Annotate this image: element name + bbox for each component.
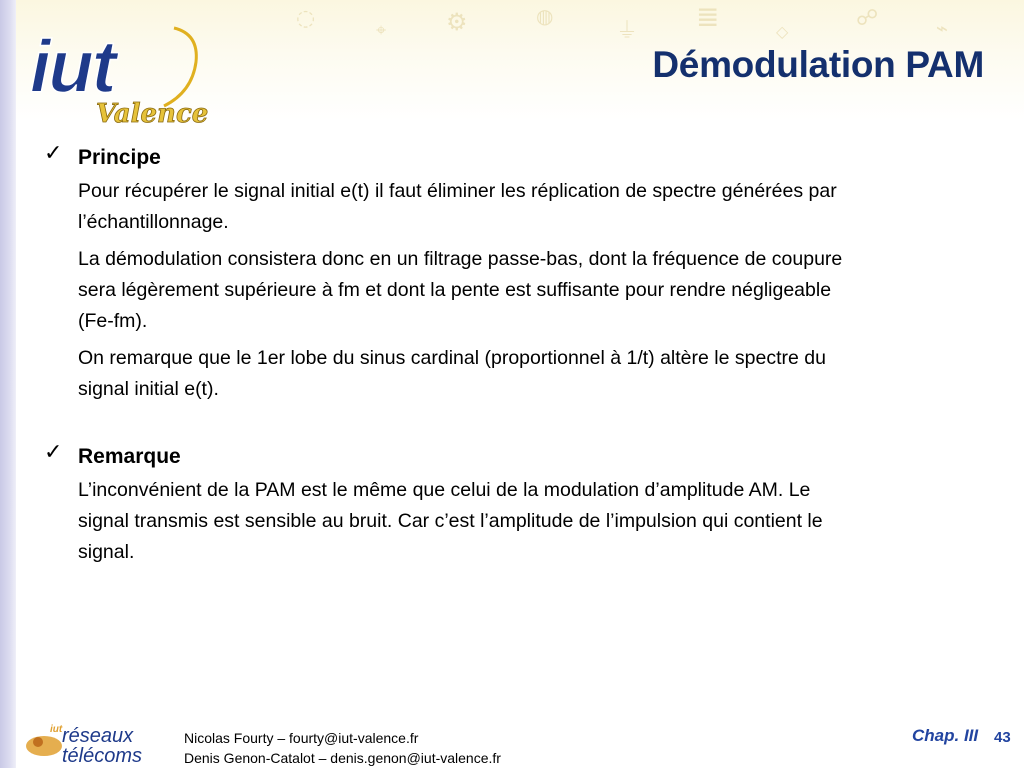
slide-content — [44, 140, 1004, 574]
footer-author-2: Denis Genon-Catalot – denis.genon@iut-valence.fr — [184, 750, 501, 766]
logo-text: iut — [30, 25, 115, 108]
reseaux-telecoms-logo — [22, 718, 176, 766]
iut-valence-logo — [24, 14, 224, 130]
footer-logo-line2: télécoms — [62, 745, 143, 766]
paragraph-line: (Fe-fm). — [78, 310, 148, 332]
decor-glyph: ◇ — [776, 22, 789, 41]
paragraph-line: l’échantillonnage. — [78, 211, 229, 233]
paragraph-line: signal initial e(t). — [78, 378, 219, 400]
paragraph-line: L’inconvénient de la PAM est le même que celui de la modulation d’amplitude AM. Le — [78, 479, 811, 501]
paragraph-line: signal. — [78, 541, 135, 563]
decor-glyph: ⏚ — [616, 19, 639, 44]
footer-logo-line1: réseaux — [62, 725, 134, 747]
paragraph-line: On remarque que le 1er lobe du sinus cardinal (proportionnel à 1/t) altère le spectre du — [78, 347, 826, 369]
bullet-section — [44, 140, 1004, 176]
checkmark-icon: ✓ — [44, 440, 63, 465]
logo-subtext: Valence — [96, 99, 209, 129]
decor-glyph: ⚙ — [446, 8, 468, 36]
decor-glyph: ◍ — [536, 4, 554, 28]
bullet-heading: Principe — [78, 146, 161, 169]
section-spacer — [44, 411, 1004, 439]
footer-author-1: Nicolas Fourty – fourty@iut-valence.fr — [184, 730, 419, 746]
paragraph — [78, 176, 1004, 238]
slide-title: Démodulation PAM — [652, 44, 984, 85]
paragraph — [78, 244, 1004, 337]
decor-glyph: ⌁ — [936, 16, 949, 40]
decor-glyph: ◌ — [296, 6, 316, 31]
page-number: 43 — [994, 729, 1011, 746]
paragraph-line: Pour récupérer le signal initial e(t) il faut éliminer les réplication de spectre générées par — [78, 180, 837, 202]
bullet-section — [44, 439, 1004, 475]
decor-glyph: ⌖ — [376, 20, 387, 41]
paragraph-line: signal transmis est sensible au bruit. Car c’est l’amplitude de l’impulsion qui contient le — [78, 510, 823, 532]
paragraph — [78, 343, 1004, 405]
paragraph — [78, 475, 1004, 568]
decor-glyph: ≣ — [696, 0, 720, 33]
decor-glyph: ☍ — [856, 6, 879, 31]
paragraph-line: La démodulation consistera donc en un filtrage passe-bas, dont la fréquence de coupure — [78, 248, 843, 270]
left-decor-strip — [0, 0, 16, 768]
paragraph-line: sera légèrement supérieure à fm et dont la pente est suffisante pour rendre négligeable — [78, 279, 832, 301]
footer-authors — [184, 728, 501, 768]
bullet-heading: Remarque — [78, 445, 181, 468]
checkmark-icon: ✓ — [44, 141, 63, 166]
footer-logo-small: iut — [50, 724, 63, 735]
chapter-label: Chap. III — [912, 726, 979, 745]
